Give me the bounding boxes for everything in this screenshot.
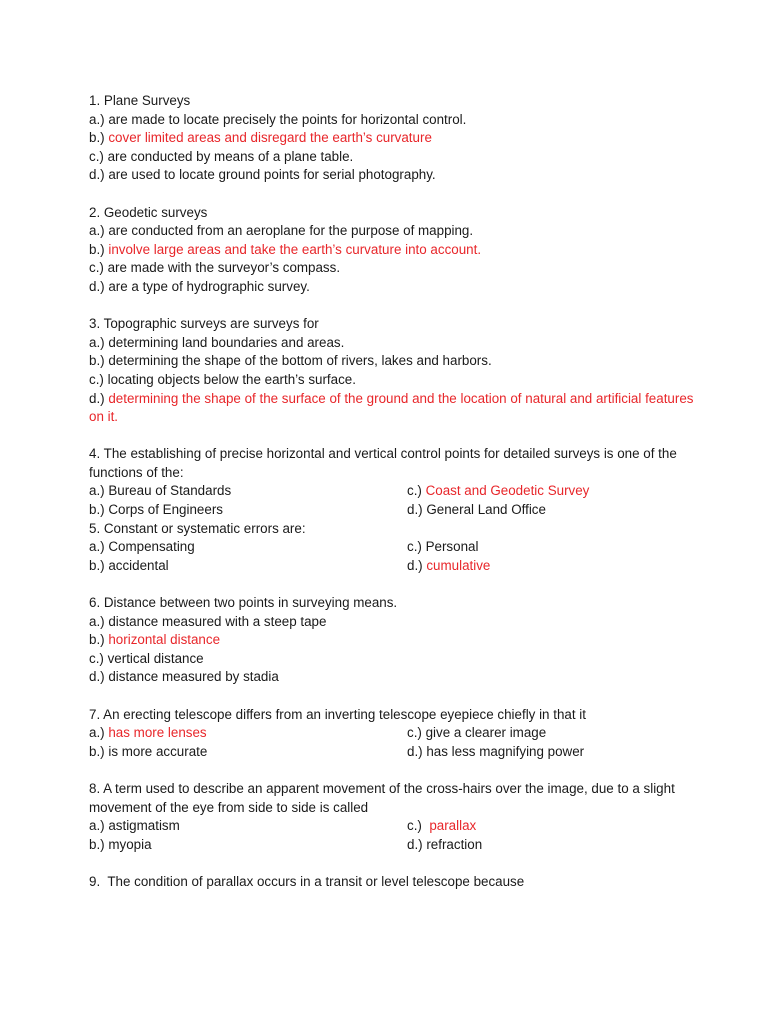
option-b (89, 241, 708, 260)
correct-answer: parallax (429, 818, 477, 834)
option-c: c.) are conducted by means of a plane table. (89, 148, 354, 164)
option-b: b.) myopia (89, 836, 152, 852)
option-letter: c.) (407, 818, 430, 834)
question-9 (89, 873, 708, 892)
correct-answer: Coast and Geodetic Survey (425, 483, 590, 499)
option-a: a.) distance measured with a steep tape (89, 613, 327, 629)
question-stem: 6. Distance between two points in surveying means. (89, 595, 398, 611)
option-a: a.) are conducted from an aeroplane for the purpose of mapping. (89, 223, 474, 239)
question-4 (89, 445, 708, 519)
option-d: d.) distance measured by stadia (89, 669, 279, 685)
option-c: c.) locating objects below the earth’s surface. (89, 371, 356, 387)
option-d: d.) refraction (407, 836, 483, 852)
option-a: a.) Compensating (89, 539, 195, 555)
question-stem: 1. Plane Surveys (89, 93, 191, 108)
question-6 (89, 594, 708, 687)
correct-answer: horizontal distance (108, 632, 221, 648)
option-d: d.) General Land Office (407, 502, 546, 518)
option-c: c.) are made with the surveyor’s compass. (89, 260, 341, 276)
question-2 (89, 204, 708, 297)
option-letter: d.) (407, 557, 427, 573)
option-b: b.) accidental (89, 557, 169, 573)
option-b: b.) is more accurate (89, 743, 208, 759)
question-stem: 7. An erecting telescope differs from an inverting telescope eyepiece chiefly in that it (89, 706, 586, 722)
option-b (89, 129, 708, 148)
option-a (89, 724, 407, 743)
question-stem: 4. The establishing of precise horizontal and vertical control points for detailed surveys is one of the functions of the: (89, 446, 677, 480)
option-letter: d.) (89, 390, 109, 406)
correct-answer: has more lenses (108, 725, 207, 741)
correct-answer: cumulative (426, 557, 491, 573)
options-row-2 (89, 501, 708, 520)
option-letter: b.) (89, 130, 109, 146)
option-a: a.) astigmatism (89, 818, 180, 834)
question-7 (89, 706, 708, 762)
option-c: c.) give a clearer image (407, 725, 547, 741)
question-3 (89, 315, 708, 427)
option-a: a.) determining land boundaries and areas. (89, 334, 345, 350)
option-c: c.) Personal (407, 539, 479, 555)
question-stem: 3. Topographic surveys are surveys for (89, 316, 319, 332)
option-d: d.) has less magnifying power (407, 743, 585, 759)
question-stem: 5. Constant or systematic errors are: (89, 520, 306, 536)
correct-answer: cover limited areas and disregard the earth’s curvature (108, 130, 432, 146)
option-b: b.) Corps of Engineers (89, 502, 223, 518)
option-b: b.) determining the shape of the bottom of rivers, lakes and harbors. (89, 353, 492, 369)
question-1 (89, 92, 708, 185)
correct-answer: involve large areas and take the earth’s curvature into account. (108, 241, 482, 257)
options-row-1 (89, 538, 708, 557)
option-d: d.) are used to locate ground points for serial photography. (89, 167, 436, 183)
option-a: a.) Bureau of Standards (89, 483, 232, 499)
option-b (89, 631, 708, 650)
option-a: a.) are made to locate precisely the points for horizontal control. (89, 111, 467, 127)
option-c (407, 482, 708, 501)
option-letter: b.) (89, 241, 109, 257)
options-row-1 (89, 482, 708, 501)
options-row-1 (89, 724, 708, 743)
options-row-2 (89, 836, 708, 855)
option-d (89, 390, 708, 427)
option-letter: c.) (407, 483, 426, 499)
question-stem: 2. Geodetic surveys (89, 204, 208, 220)
options-row-1 (89, 817, 708, 836)
question-stem: 9. The condition of parallax occurs in a transit or level telescope because (89, 873, 525, 889)
options-row-2 (89, 743, 708, 762)
options-row-2 (89, 557, 708, 576)
option-letter: a.) (89, 725, 109, 741)
correct-answer: determining the shape of the surface of the ground and the location of natural and artificial features on it. (89, 390, 694, 425)
option-c: c.) vertical distance (89, 650, 204, 666)
option-d: d.) are a type of hydrographic survey. (89, 278, 310, 294)
option-letter: b.) (89, 632, 109, 648)
option-d (407, 557, 708, 576)
option-c (407, 817, 708, 836)
question-stem: 8. A term used to describe an apparent movement of the cross-hairs over the image, due to a slight movement of the eye from side to side is called (89, 780, 675, 815)
question-5 (89, 520, 708, 576)
question-8 (89, 780, 708, 854)
